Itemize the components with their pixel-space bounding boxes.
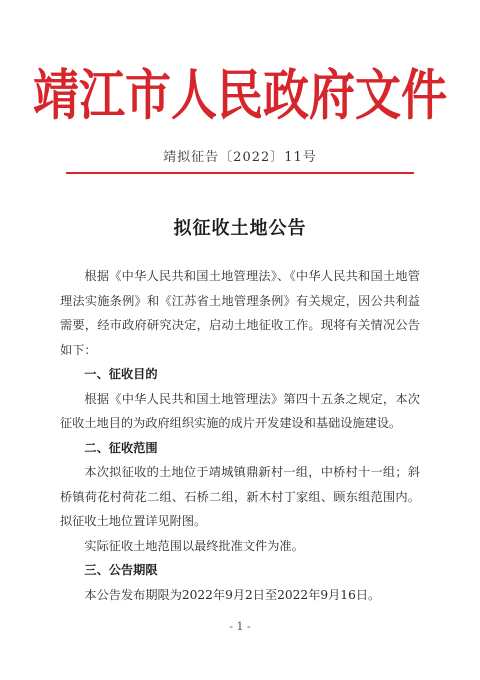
purpose-paragraph: 根据《中华人民共和国土地管理法》第四十五条之规定，本次征收土地目的为政府组织实施的成片开发建设和基础设施建设。 — [60, 391, 420, 430]
intro-paragraph: 根据《中华人民共和国土地管理法》、《中华人民共和国土地管理法实施条例》和《江苏省土地管理条例》有关规定，因公共利益需要，经市政府研究决定，启动土地征收工作。现将有关情况公告如下： — [60, 269, 420, 357]
notice-title: 拟征收土地公告 — [173, 218, 307, 239]
document-header-title: 靖江市人民政府文件 — [33, 63, 447, 127]
scope-paragraph: 本次拟征收的土地位于靖城镇鼎新村一组，中桥村十一组；斜桥镇荷花村荷花二组、石桥二组，新木村丁家组、顾东组范围内。拟征收土地位置详见附图。 — [60, 465, 420, 528]
page-number: - 1 - — [229, 620, 251, 633]
section-heading-period: 三、公告期限 — [84, 563, 158, 577]
section-heading-scope: 二、征收范围 — [84, 440, 158, 455]
section-heading-purpose: 一、征收目的 — [84, 367, 158, 381]
period-paragraph: 本公告发布期限为2022年9月2日至2022年9月16日。 — [84, 587, 381, 602]
red-divider-line — [66, 172, 414, 174]
notice-body — [60, 264, 420, 607]
document-number: 靖拟征告〔2022〕11号 — [163, 150, 317, 165]
scope-note-paragraph: 实际征收土地范围以最终批准文件为准。 — [84, 538, 304, 553]
